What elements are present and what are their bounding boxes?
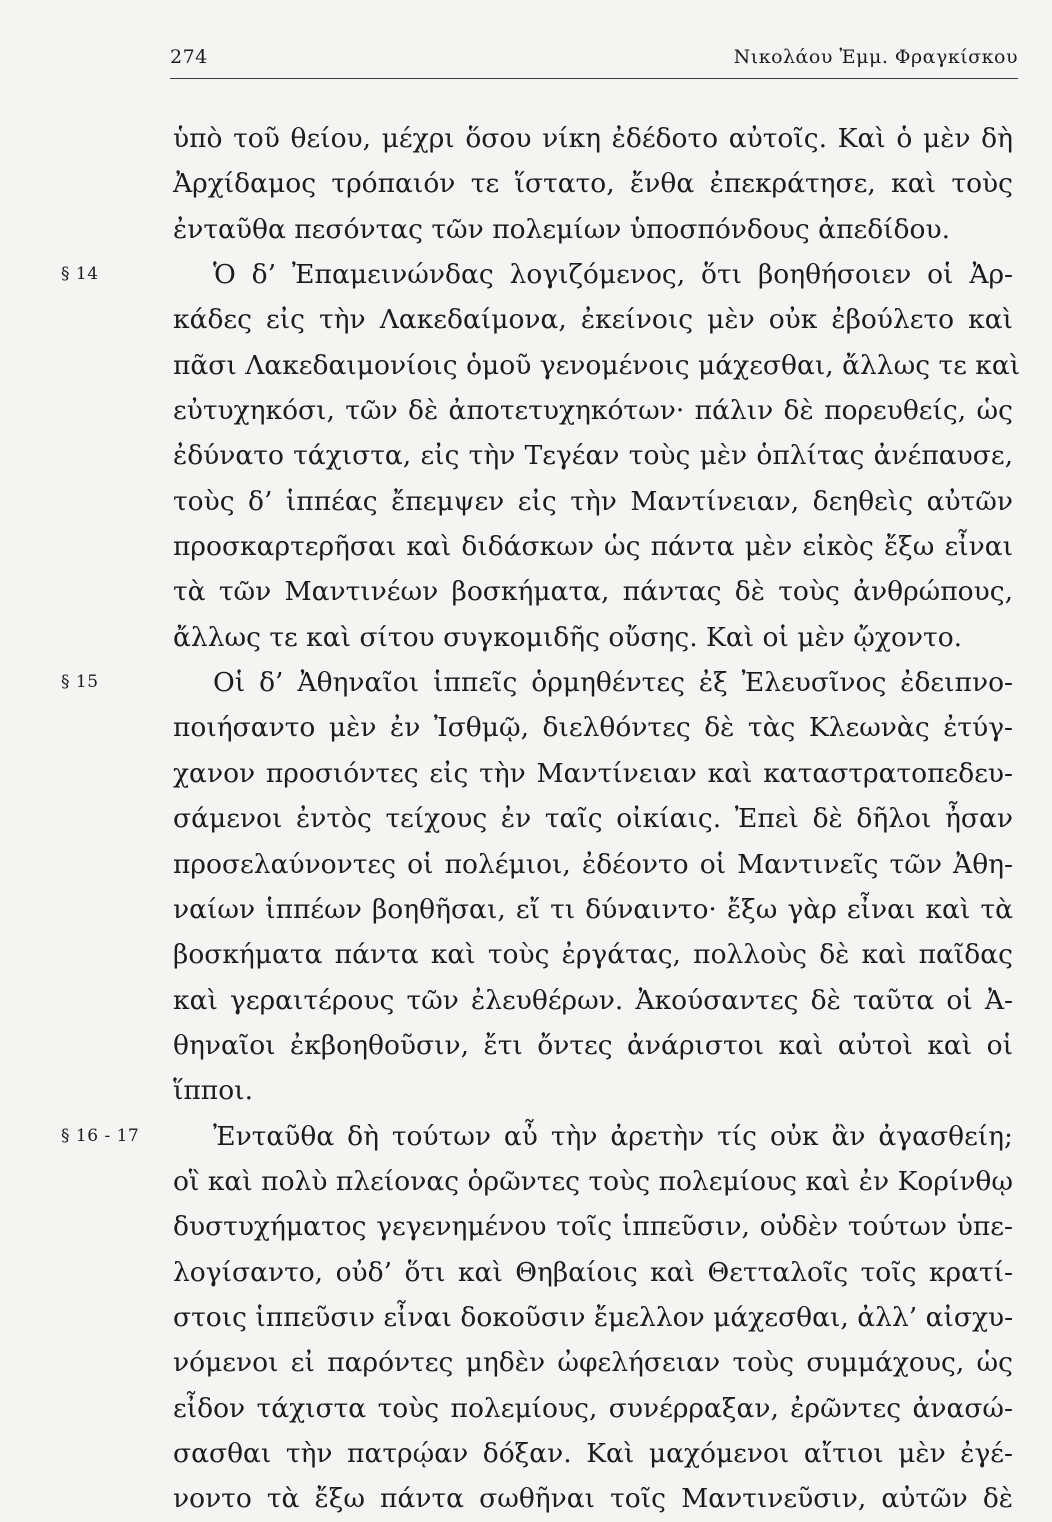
line-text: οἳ καὶ πολὺ πλείονας ὁρῶντες τοὺς πολεμίους καὶ ἐν Κορίνθῳ bbox=[173, 1165, 1013, 1197]
line-text: κάδες εἰς τὴν Λακεδαίμονα, ἐκείνοις μὲν οὐκ ἐβούλετο καὶ bbox=[173, 304, 1013, 336]
running-title: Νικολάου Ἐμμ. Φραγκίσκου bbox=[733, 46, 1018, 68]
line-text: βοσκήματα πάντα καὶ τοὺς ἐργάτας, πολλοὺς δὲ καὶ παῖδας bbox=[173, 939, 1013, 971]
text-line bbox=[173, 705, 1021, 750]
text-body bbox=[61, 116, 1021, 1522]
line-text: ἵπποι. bbox=[173, 1075, 253, 1107]
line-text: ναίων ἱππέων βοηθῆσαι, εἴ τι δύναιντο· ἔξω γὰρ εἶναι καὶ τὰ bbox=[173, 893, 1013, 925]
text-line bbox=[173, 569, 1021, 614]
line-text: εὐτυχηκόσι, τῶν δὲ ἀποτετυχηκότων· πάλιν δὲ πορευθείς, ὡς bbox=[173, 395, 1013, 427]
line-text: εἶδον τάχιστα τοὺς πολεμίους, συνέρραξαν, ἐρῶντες ἀνασώ- bbox=[173, 1392, 1013, 1424]
line-text: ἐνταῦθα πεσόντας τῶν πολεμίων ὑποσπόνδους ἀπεδίδου. bbox=[173, 213, 951, 245]
text-line bbox=[173, 887, 1021, 932]
text-line bbox=[173, 932, 1021, 977]
text-line bbox=[173, 161, 1021, 206]
line-text: ἐδύνατο τάχιστα, εἰς τὴν Τεγέαν τοὺς μὲν ὁπλίτας ἀνέπαυσε, bbox=[173, 440, 1013, 472]
text-line bbox=[173, 1250, 1021, 1295]
line-text: στοις ἱππεῦσιν εἶναι δοκοῦσιν ἔμελλον μάχεσθαι, ἀλλ’ αἰσχυ- bbox=[173, 1301, 1014, 1333]
line-text: ὑπὸ τοῦ θείου, μέχρι ὅσου νίκη ἐδέδοτο αὐτοῖς. Καὶ ὁ μὲν δὴ bbox=[173, 123, 1013, 154]
text-line bbox=[61, 660, 1021, 705]
text-line bbox=[173, 388, 1021, 433]
page-number: 274 bbox=[170, 46, 208, 68]
line-text: δυστυχήματος γεγενημένου τοῖς ἱππεῦσιν, οὐδὲν τούτων ὑπε- bbox=[173, 1211, 1013, 1243]
text-line bbox=[173, 1159, 1021, 1204]
text-line bbox=[61, 1114, 1021, 1159]
text-line bbox=[173, 433, 1021, 478]
line-text: προσκαρτερῆσαι καὶ διδάσκων ὡς πάντα μὲν εἰκὸς ἔξω εἶναι bbox=[173, 531, 1013, 563]
text-line bbox=[173, 842, 1021, 887]
text-line bbox=[173, 751, 1021, 796]
line-text: Ἀρχίδαμος τρόπαιόν τε ἵστατο, ἔνθα ἐπεκράτησε, καὶ τοὺς bbox=[173, 168, 1013, 200]
line-text: πᾶσι Λακεδαιμονίοις ὁμοῦ γενομένοις μάχεσθαι, ἄλλως τε καὶ bbox=[173, 349, 1021, 381]
line-text: τὰ τῶν Μαντινέων βοσκήματα, πάντας δὲ τοὺς ἀνθρώπους, bbox=[173, 576, 1013, 608]
text-line bbox=[173, 1204, 1021, 1249]
line-text: θηναῖοι ἐκβοηθοῦσιν, ἔτι ὄντες ἀνάριστοι καὶ αὐτοὶ καὶ οἱ bbox=[173, 1029, 1013, 1061]
line-text: λογίσαντο, οὐδ’ ὅτι καὶ Θηβαίοις καὶ Θετταλοῖς τοῖς κρατί- bbox=[173, 1256, 1013, 1288]
text-line bbox=[173, 116, 1021, 161]
text-line bbox=[173, 1431, 1021, 1476]
text-line bbox=[173, 1068, 1021, 1113]
line-text: σάμενοι ἐντὸς τείχους ἐν ταῖς οἰκίαις. Ἐπεὶ δὲ δῆλοι ἦσαν bbox=[173, 803, 1013, 835]
text-line bbox=[173, 1023, 1021, 1068]
text-line bbox=[61, 252, 1021, 297]
line-text: προσελαύνοντες οἱ πολέμιοι, ἐδέοντο οἱ Μαντινεῖς τῶν Ἀθη- bbox=[173, 848, 1013, 880]
text-line bbox=[173, 796, 1021, 841]
line-text: Ἐνταῦθα δὴ τούτων αὖ τὴν ἀρετὴν τίς οὐκ ἂν ἀγασθείη; bbox=[213, 1120, 1013, 1152]
line-text: σασθαι τὴν πατρῴαν δόξαν. Καὶ μαχόμενοι αἴτιοι μὲν ἐγέ- bbox=[173, 1437, 1013, 1469]
text-line bbox=[173, 1476, 1021, 1521]
line-text: νοντο τὰ ἔξω πάντα σωθῆναι τοῖς Μαντινεῦσιν, αὐτῶν δὲ bbox=[173, 1483, 1013, 1515]
text-line bbox=[173, 1340, 1021, 1385]
line-text: ποιήσαντο μὲν ἐν Ἰσθμῷ, διελθόντες δὲ τὰς Κλεωνὰς ἐτύγ- bbox=[173, 712, 1013, 744]
line-text: νόμενοι εἰ παρόντες μηδὲν ὠφελήσειαν τοὺς συμμάχους, ὡς bbox=[173, 1347, 1013, 1379]
line-text: Οἱ δ’ Ἀθηναῖοι ἱππεῖς ὁρμηθέντες ἐξ Ἐλευσῖνος ἐδειπνο- bbox=[213, 667, 1013, 699]
text-line bbox=[173, 207, 1021, 252]
line-text: ἄλλως τε καὶ σίτου συγκομιδῆς οὔσης. Καὶ οἱ μὲν ᾤχοντο. bbox=[173, 621, 963, 653]
line-text: τοὺς δ’ ἱππέας ἔπεμψεν εἰς τὴν Μαντίνειαν, δεηθεὶς αὐτῶν bbox=[173, 485, 1013, 517]
text-line bbox=[173, 297, 1021, 342]
text-line bbox=[173, 978, 1021, 1023]
section-marker: § 16 - 17 bbox=[61, 1125, 140, 1146]
text-line bbox=[173, 1295, 1021, 1340]
header-rule bbox=[170, 78, 1018, 79]
text-line bbox=[173, 1386, 1021, 1431]
text-line bbox=[173, 479, 1021, 524]
line-text: χανον προσιόντες εἰς τὴν Μαντίνειαν καὶ καταστρατοπεδευ- bbox=[173, 757, 1013, 789]
running-head bbox=[170, 42, 1018, 76]
text-line bbox=[173, 524, 1021, 569]
section-marker: § 15 bbox=[61, 672, 99, 693]
line-text: Ὁ δ’ Ἐπαμεινώνδας λογιζόμενος, ὅτι βοηθήσοιεν οἱ Ἀρ- bbox=[213, 259, 1013, 291]
section-marker: § 14 bbox=[61, 264, 99, 285]
text-line bbox=[173, 343, 1021, 388]
line-text: καὶ γεραιτέρους τῶν ἐλευθέρων. Ἀκούσαντες δὲ ταῦτα οἱ Ἀ- bbox=[173, 984, 1013, 1016]
text-line bbox=[173, 615, 1021, 660]
